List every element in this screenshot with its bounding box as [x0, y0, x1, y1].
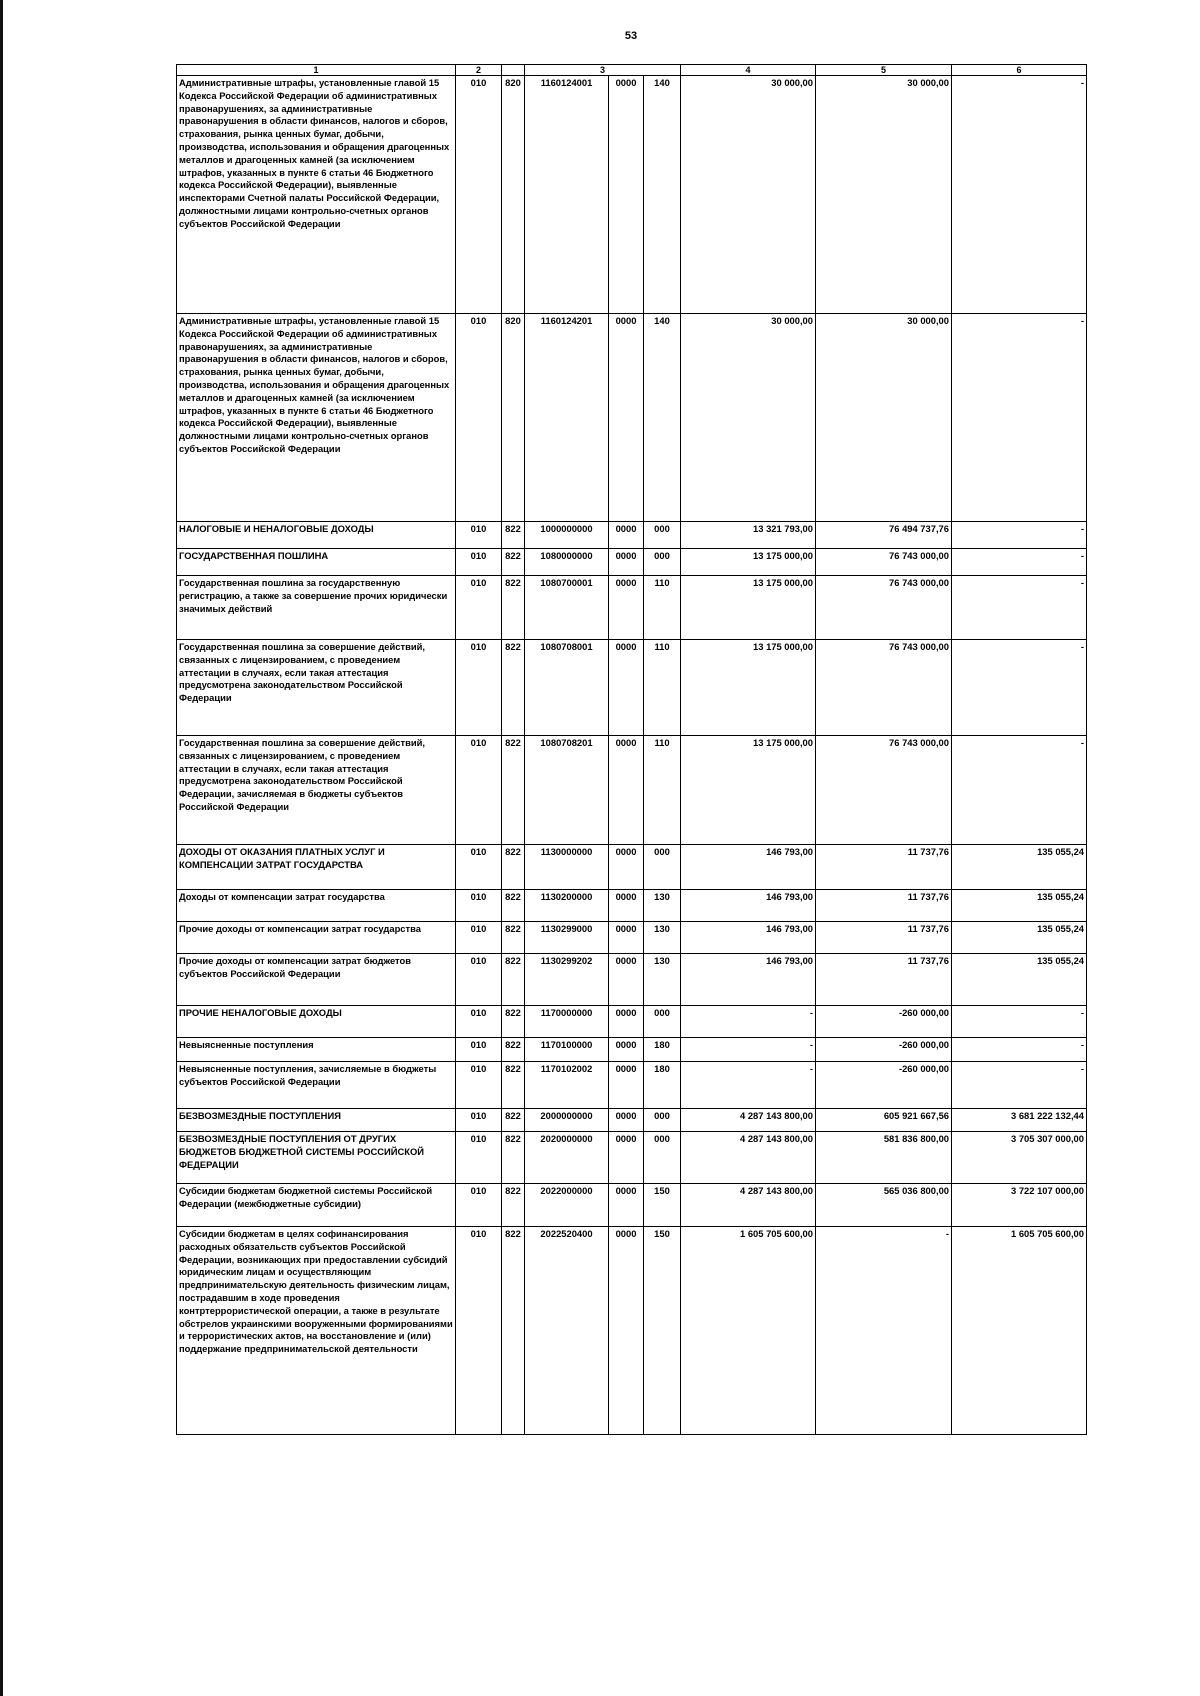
row-admin-code: 822: [502, 736, 525, 845]
row-value-col5: 581 836 800,00: [816, 1132, 952, 1184]
row-name: Прочие доходы от компенсации затрат государства: [177, 922, 456, 954]
row-admin-code: 822: [502, 522, 525, 549]
row-income-code: 1080700001: [525, 576, 609, 640]
row-income-code: 1160124001: [525, 76, 609, 314]
row-program-code: 0000: [609, 314, 644, 522]
row-value-col5: 605 921 667,56: [816, 1109, 952, 1132]
row-line-code: 010: [456, 1132, 502, 1184]
row-income-code: 1130299202: [525, 954, 609, 1006]
row-admin-code: 822: [502, 890, 525, 922]
table-row: [177, 1006, 1087, 1038]
row-value-col5: 76 743 000,00: [816, 640, 952, 736]
row-kind-code: 180: [644, 1038, 681, 1062]
table-row: [177, 1227, 1087, 1435]
table-row: [177, 736, 1087, 845]
table-row: [177, 1132, 1087, 1184]
row-program-code: 0000: [609, 1062, 644, 1109]
row-program-code: 0000: [609, 922, 644, 954]
row-income-code: 1130299000: [525, 922, 609, 954]
row-name: Государственная пошлина за государственную регистрацию, а также за совершение прочих юридически значимых действий: [177, 576, 456, 640]
row-kind-code: 000: [644, 1006, 681, 1038]
column-number-row: [177, 65, 1087, 76]
row-value-col4: -: [681, 1006, 816, 1038]
row-line-code: 010: [456, 1006, 502, 1038]
row-kind-code: 180: [644, 1062, 681, 1109]
table-row: [177, 922, 1087, 954]
table-row: [177, 314, 1087, 522]
row-program-code: 0000: [609, 1184, 644, 1227]
row-kind-code: 130: [644, 954, 681, 1006]
row-program-code: 0000: [609, 1006, 644, 1038]
row-admin-code: 822: [502, 576, 525, 640]
row-line-code: 010: [456, 890, 502, 922]
row-admin-code: 822: [502, 954, 525, 1006]
col-header-5: 5: [816, 65, 952, 76]
row-value-col5: 76 743 000,00: [816, 576, 952, 640]
table-row: [177, 549, 1087, 576]
row-name: Государственная пошлина за совершение действий, связанных с лицензированием, с проведением аттестации в случаях, если такая аттестация предусмотрена законодательством Российской Федерации, зачисляемая в бюджеты субъектов Российской Федерации: [177, 736, 456, 845]
row-value-col6: -: [952, 549, 1087, 576]
row-value-col6: 1 605 705 600,00: [952, 1227, 1087, 1435]
row-value-col5: 11 737,76: [816, 954, 952, 1006]
row-income-code: 1130000000: [525, 845, 609, 890]
table-row: [177, 640, 1087, 736]
row-value-col5: 30 000,00: [816, 76, 952, 314]
row-line-code: 010: [456, 576, 502, 640]
row-line-code: 010: [456, 1227, 502, 1435]
row-kind-code: 140: [644, 314, 681, 522]
row-name: Прочие доходы от компенсации затрат бюджетов субъектов Российской Федерации: [177, 954, 456, 1006]
row-line-code: 010: [456, 1184, 502, 1227]
row-kind-code: 130: [644, 922, 681, 954]
col-header-2: 2: [456, 65, 502, 76]
row-value-col5: 30 000,00: [816, 314, 952, 522]
row-admin-code: 822: [502, 549, 525, 576]
row-program-code: 0000: [609, 736, 644, 845]
row-admin-code: 822: [502, 1038, 525, 1062]
col-header-1: 1: [177, 65, 456, 76]
row-value-col6: 3 722 107 000,00: [952, 1184, 1087, 1227]
row-value-col4: 13 175 000,00: [681, 640, 816, 736]
row-line-code: 010: [456, 522, 502, 549]
row-kind-code: 000: [644, 845, 681, 890]
row-admin-code: 820: [502, 314, 525, 522]
row-value-col5: 76 743 000,00: [816, 549, 952, 576]
row-program-code: 0000: [609, 954, 644, 1006]
row-value-col6: 3 705 307 000,00: [952, 1132, 1087, 1184]
row-value-col4: 13 175 000,00: [681, 549, 816, 576]
row-program-code: 0000: [609, 845, 644, 890]
row-name: Невыясненные поступления, зачисляемые в бюджеты субъектов Российской Федерации: [177, 1062, 456, 1109]
row-kind-code: 130: [644, 890, 681, 922]
row-name: Субсидии бюджетам в целях софинансирования расходных обязательств субъектов Российской Федерации, возникающих при предоставлении субсидий юридическим лицам и осуществляющим предпринимательскую деятельность физическим лицам, пострадавшим в ходе проведения контртеррористической операции, а также в результате обстрелов украинскими вооруженными формированиями и террористических актов, на восстановление и (или) поддержание предпринимательской деятельности: [177, 1227, 456, 1435]
row-value-col4: 13 321 793,00: [681, 522, 816, 549]
row-income-code: 2020000000: [525, 1132, 609, 1184]
row-program-code: 0000: [609, 549, 644, 576]
row-name: Субсидии бюджетам бюджетной системы Российской Федерации (межбюджетные субсидии): [177, 1184, 456, 1227]
row-line-code: 010: [456, 845, 502, 890]
row-kind-code: 000: [644, 1109, 681, 1132]
row-value-col4: 146 793,00: [681, 922, 816, 954]
col-header-6: 6: [952, 65, 1087, 76]
row-kind-code: 000: [644, 1132, 681, 1184]
row-name: Административные штрафы, установленные главой 15 Кодекса Российской Федерации об административных правонарушениях, за административные правонарушения в области финансов, налогов и сборов, страхования, рынка ценных бумаг, добычи, производства, использования и обращения драгоценных металлов и драгоценных камней (за исключением штрафов, указанных в пункте 6 статьи 46 Бюджетного кодекса Российской Федерации), выявленные должностными лицами контрольно-счетных органов субъектов Российской Федерации: [177, 314, 456, 522]
row-program-code: 0000: [609, 1227, 644, 1435]
table-row: [177, 1184, 1087, 1227]
row-income-code: 1160124201: [525, 314, 609, 522]
row-value-col6: -: [952, 1006, 1087, 1038]
row-value-col4: 146 793,00: [681, 845, 816, 890]
row-value-col4: 30 000,00: [681, 314, 816, 522]
table-row: [177, 1038, 1087, 1062]
row-program-code: 0000: [609, 1109, 644, 1132]
table-row: [177, 1062, 1087, 1109]
row-name: ГОСУДАРСТВЕННАЯ ПОШЛИНА: [177, 549, 456, 576]
row-income-code: 1080000000: [525, 549, 609, 576]
col-header-2b: [502, 65, 525, 76]
table-row: [177, 845, 1087, 890]
row-admin-code: 820: [502, 76, 525, 314]
row-kind-code: 110: [644, 736, 681, 845]
row-kind-code: 110: [644, 640, 681, 736]
row-kind-code: 150: [644, 1227, 681, 1435]
row-value-col6: -: [952, 1062, 1087, 1109]
row-value-col6: 135 055,24: [952, 954, 1087, 1006]
row-value-col5: 76 494 737,76: [816, 522, 952, 549]
row-value-col6: -: [952, 314, 1087, 522]
row-kind-code: 000: [644, 549, 681, 576]
row-name: НАЛОГОВЫЕ И НЕНАЛОГОВЫЕ ДОХОДЫ: [177, 522, 456, 549]
row-admin-code: 822: [502, 1109, 525, 1132]
row-kind-code: 150: [644, 1184, 681, 1227]
table-body: [177, 65, 1087, 1435]
row-value-col4: 4 287 143 800,00: [681, 1109, 816, 1132]
row-value-col5: 11 737,76: [816, 922, 952, 954]
row-program-code: 0000: [609, 890, 644, 922]
row-line-code: 010: [456, 640, 502, 736]
row-name: Невыясненные поступления: [177, 1038, 456, 1062]
row-admin-code: 822: [502, 640, 525, 736]
page-number: 53: [624, 30, 638, 42]
table-row: [177, 522, 1087, 549]
row-admin-code: 822: [502, 922, 525, 954]
row-value-col4: 1 605 705 600,00: [681, 1227, 816, 1435]
row-value-col6: -: [952, 76, 1087, 314]
row-value-col5: -: [816, 1227, 952, 1435]
row-value-col4: 4 287 143 800,00: [681, 1184, 816, 1227]
row-value-col4: 13 175 000,00: [681, 736, 816, 845]
table-row: [177, 890, 1087, 922]
row-kind-code: 140: [644, 76, 681, 314]
row-value-col4: -: [681, 1038, 816, 1062]
row-line-code: 010: [456, 1038, 502, 1062]
row-value-col5: -260 000,00: [816, 1038, 952, 1062]
row-admin-code: 822: [502, 1006, 525, 1038]
row-income-code: 1170100000: [525, 1038, 609, 1062]
row-line-code: 010: [456, 549, 502, 576]
row-name: Доходы от компенсации затрат государства: [177, 890, 456, 922]
row-admin-code: 822: [502, 1184, 525, 1227]
row-value-col5: 76 743 000,00: [816, 736, 952, 845]
row-line-code: 010: [456, 954, 502, 1006]
row-program-code: 0000: [609, 76, 644, 314]
col-header-4: 4: [681, 65, 816, 76]
row-line-code: 010: [456, 736, 502, 845]
row-name: БЕЗВОЗМЕЗДНЫЕ ПОСТУПЛЕНИЯ: [177, 1109, 456, 1132]
table-row: [177, 576, 1087, 640]
row-value-col5: 11 737,76: [816, 890, 952, 922]
row-name: Административные штрафы, установленные главой 15 Кодекса Российской Федерации об административных правонарушениях, за административные правонарушения в области финансов, налогов и сборов, страхования, рынка ценных бумаг, добычи, производства, использования и обращения драгоценных металлов и драгоценных камней (за исключением штрафов, указанных в пункте 6 статьи 46 Бюджетного кодекса Российской Федерации), выявленные инспекторами Счетной палаты Российской Федерации, должностными лицами контрольно-счетных органов субъектов Российской Федерации: [177, 76, 456, 314]
row-program-code: 0000: [609, 640, 644, 736]
row-value-col4: 146 793,00: [681, 954, 816, 1006]
row-income-code: 2022000000: [525, 1184, 609, 1227]
row-value-col4: 30 000,00: [681, 76, 816, 314]
row-program-code: 0000: [609, 1132, 644, 1184]
row-value-col6: -: [952, 522, 1087, 549]
row-admin-code: 822: [502, 1062, 525, 1109]
row-kind-code: 000: [644, 522, 681, 549]
row-income-code: 1080708201: [525, 736, 609, 845]
row-program-code: 0000: [609, 522, 644, 549]
row-income-code: 1130200000: [525, 890, 609, 922]
row-admin-code: 822: [502, 1227, 525, 1435]
row-value-col4: 13 175 000,00: [681, 576, 816, 640]
row-program-code: 0000: [609, 576, 644, 640]
table-row: [177, 76, 1087, 314]
row-value-col5: 565 036 800,00: [816, 1184, 952, 1227]
row-name: Государственная пошлина за совершение действий, связанных с лицензированием, с проведением аттестации в случаях, если такая аттестация предусмотрена законодательством Российской Федерации: [177, 640, 456, 736]
row-admin-code: 822: [502, 845, 525, 890]
row-line-code: 010: [456, 314, 502, 522]
row-value-col6: 135 055,24: [952, 922, 1087, 954]
row-income-code: 2000000000: [525, 1109, 609, 1132]
row-line-code: 010: [456, 76, 502, 314]
row-value-col4: -: [681, 1062, 816, 1109]
table-row: [177, 954, 1087, 1006]
row-value-col6: -: [952, 576, 1087, 640]
income-table: [176, 64, 1087, 1435]
row-program-code: 0000: [609, 1038, 644, 1062]
row-value-col4: 146 793,00: [681, 890, 816, 922]
row-value-col6: 135 055,24: [952, 845, 1087, 890]
row-value-col5: -260 000,00: [816, 1062, 952, 1109]
row-income-code: 1000000000: [525, 522, 609, 549]
row-line-code: 010: [456, 1109, 502, 1132]
row-admin-code: 822: [502, 1132, 525, 1184]
row-value-col5: -260 000,00: [816, 1006, 952, 1038]
row-kind-code: 110: [644, 576, 681, 640]
row-value-col6: 3 681 222 132,44: [952, 1109, 1087, 1132]
row-line-code: 010: [456, 1062, 502, 1109]
row-income-code: 1080708001: [525, 640, 609, 736]
row-income-code: 1170000000: [525, 1006, 609, 1038]
row-value-col4: 4 287 143 800,00: [681, 1132, 816, 1184]
table-row: [177, 1109, 1087, 1132]
row-name: ПРОЧИЕ НЕНАЛОГОВЫЕ ДОХОДЫ: [177, 1006, 456, 1038]
col-header-3: 3: [525, 65, 681, 76]
row-income-code: 2022520400: [525, 1227, 609, 1435]
row-income-code: 1170102002: [525, 1062, 609, 1109]
scan-edge: [0, 0, 3, 1696]
row-line-code: 010: [456, 922, 502, 954]
row-name: ДОХОДЫ ОТ ОКАЗАНИЯ ПЛАТНЫХ УСЛУГ И КОМПЕНСАЦИИ ЗАТРАТ ГОСУДАРСТВА: [177, 845, 456, 890]
row-value-col6: -: [952, 736, 1087, 845]
row-value-col6: -: [952, 1038, 1087, 1062]
row-value-col5: 11 737,76: [816, 845, 952, 890]
row-name: БЕЗВОЗМЕЗДНЫЕ ПОСТУПЛЕНИЯ ОТ ДРУГИХ БЮДЖЕТОВ БЮДЖЕТНОЙ СИСТЕМЫ РОССИЙСКОЙ ФЕДЕРАЦИИ: [177, 1132, 456, 1184]
row-value-col6: 135 055,24: [952, 890, 1087, 922]
row-value-col6: -: [952, 640, 1087, 736]
